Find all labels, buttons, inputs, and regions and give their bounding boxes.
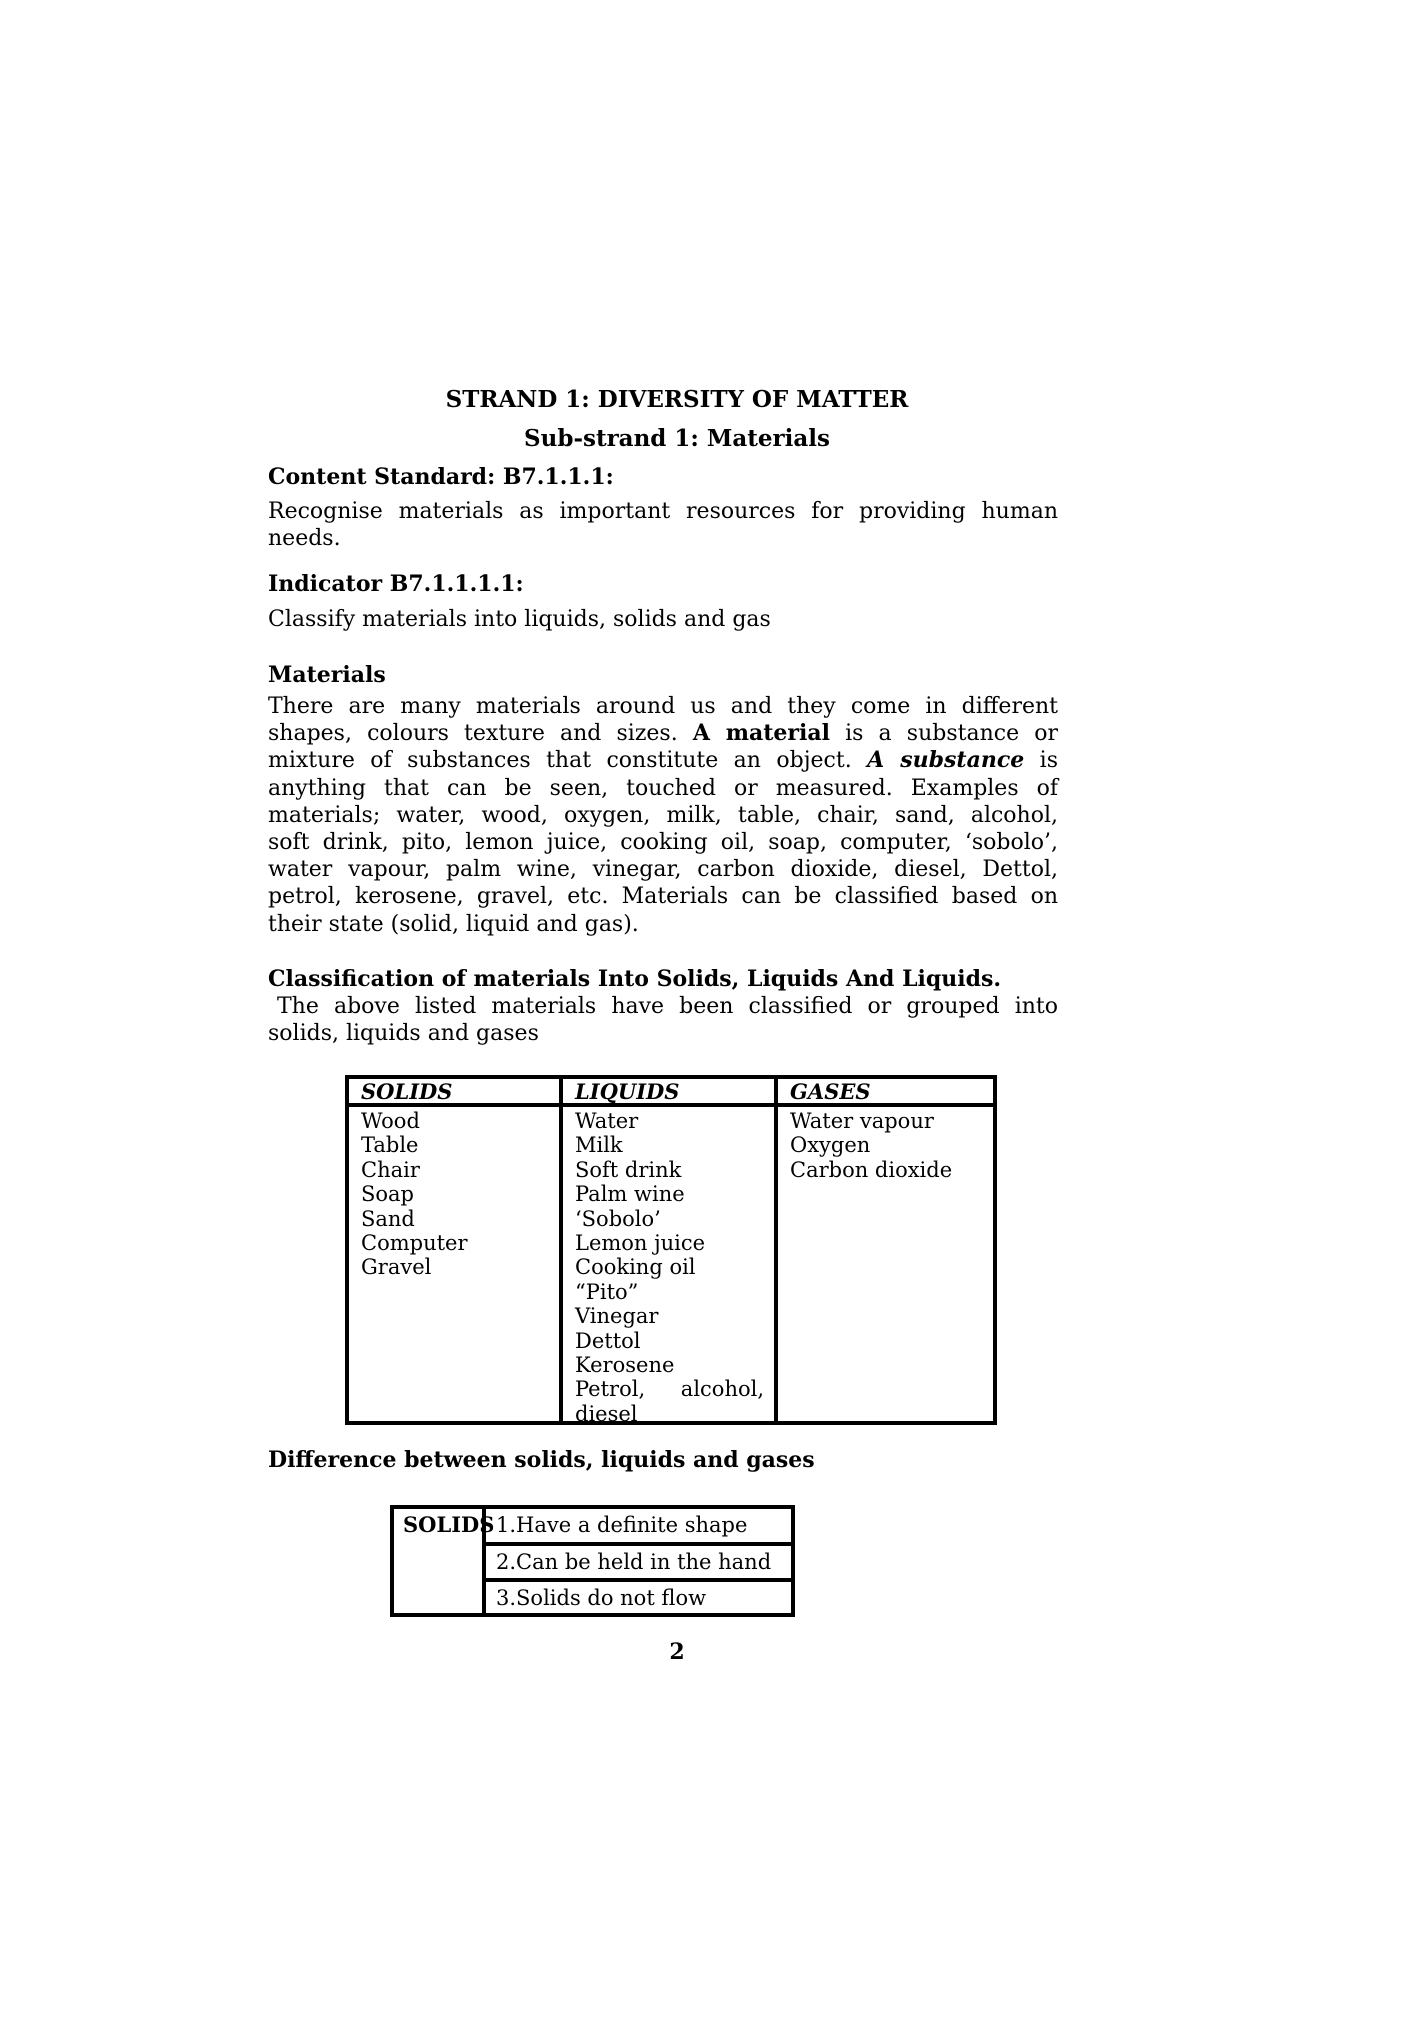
text-line: petrol, kerosene, gravel, etc. Materials can be classified based on	[268, 884, 1058, 910]
text-line: Sand	[361, 1206, 415, 1231]
text-line	[575, 1377, 764, 1401]
text-line: water vapour, palm wine, vinegar, carbon dioxide, diesel, Dettol,	[268, 857, 1058, 883]
difference-table-row: 1.Have a definite shape	[486, 1509, 791, 1546]
content-standard-paragraph	[268, 498, 1058, 552]
states-table	[345, 1075, 997, 1425]
classification-paragraph	[268, 993, 1058, 1047]
text-line: “Pito”	[575, 1279, 639, 1304]
text-line: materials; water, wood, oxygen, milk, table, chair, sand, alcohol,	[268, 802, 1058, 828]
text-line: Computer	[361, 1231, 468, 1256]
text-line: anything that can be seen, touched or measured. Examples of	[268, 775, 1058, 801]
solids-column-header: SOLIDS	[349, 1079, 559, 1107]
text-line: Dettol	[575, 1328, 641, 1353]
difference-heading: Difference between solids, liquids and gases	[268, 1447, 815, 1473]
text-line: Wood	[361, 1109, 420, 1133]
gases-column-header: GASES	[778, 1079, 993, 1107]
text-line: soft drink, pito, lemon juice, cooking oil, soap, computer, ‘sobolo’,	[268, 830, 1058, 856]
solids-column	[349, 1079, 563, 1421]
gases-column	[778, 1079, 993, 1421]
indicator-text: Classify materials into liquids, solids and gas	[268, 607, 771, 632]
difference-table-row: 3.Solids do not flow	[496, 1586, 707, 1610]
states-table-grid	[345, 1075, 997, 1425]
text-line: Palm wine	[575, 1182, 685, 1207]
strand-title: STRAND 1: DIVERSITY OF MATTER	[445, 386, 909, 413]
text-line: Water vapour	[790, 1109, 934, 1133]
text-fragment: Petrol,	[575, 1377, 646, 1402]
page-number: 2	[669, 1639, 685, 1665]
text-fragment: alcohol,	[680, 1377, 764, 1402]
liquids-column-cells	[563, 1107, 774, 1421]
text-line: There are many materials around us and they come in different	[268, 694, 1058, 719]
liquids-column-header: LIQUIDS	[563, 1079, 774, 1107]
text-line: Water	[575, 1109, 639, 1133]
substrand-title: Sub-strand 1: Materials	[524, 425, 830, 452]
text-line: Soap	[361, 1182, 414, 1207]
text-line: The above listed materials have been classified or grouped into	[277, 994, 1058, 1019]
difference-table-row: 2.Can be held in the hand	[486, 1546, 791, 1582]
difference-table-rows	[486, 1509, 791, 1613]
difference-table-grid	[390, 1505, 795, 1617]
text-line: Recognise materials as important resources for providing human	[268, 499, 1058, 524]
gases-column-cells	[778, 1107, 993, 1421]
difference-table-row-header: SOLIDS	[394, 1509, 486, 1613]
materials-heading: Materials	[268, 662, 386, 688]
indicator-label: Indicator B7.1.1.1.1:	[268, 571, 524, 597]
text-line: Cooking oil	[575, 1255, 696, 1280]
text-line: their state (solid, liquid and gas).	[268, 911, 639, 937]
text-line: Kerosene	[575, 1353, 675, 1378]
content-standard-label: Content Standard: B7.1.1.1:	[268, 464, 614, 490]
text-line: needs.	[268, 526, 341, 552]
text-line: Oxygen	[790, 1133, 871, 1158]
text-line: Milk	[575, 1133, 623, 1158]
difference-table	[390, 1505, 795, 1617]
text-line: Table	[361, 1133, 419, 1158]
text-line: Vinegar	[575, 1304, 659, 1329]
classification-heading: Classification of materials Into Solids, Liquids And Liquids.	[268, 966, 1002, 992]
text-line: Gravel	[361, 1255, 432, 1280]
text-line: diesel	[575, 1401, 638, 1421]
text-line: Soft drink	[575, 1157, 682, 1182]
materials-paragraph	[268, 693, 1058, 938]
solids-column-cells	[349, 1107, 559, 1421]
text-line: Chair	[361, 1157, 420, 1182]
text-line: Lemon juice	[575, 1231, 706, 1256]
text-line: mixture of substances that constitute an object. A substance is	[268, 747, 1058, 774]
text-line: Carbon dioxide	[790, 1157, 953, 1182]
text-line: shapes, colours texture and sizes. A material is a substance or	[268, 720, 1058, 747]
text-line: solids, liquids and gases	[268, 1021, 539, 1047]
liquids-column	[563, 1079, 778, 1421]
text-line: ‘Sobolo’	[575, 1206, 661, 1231]
